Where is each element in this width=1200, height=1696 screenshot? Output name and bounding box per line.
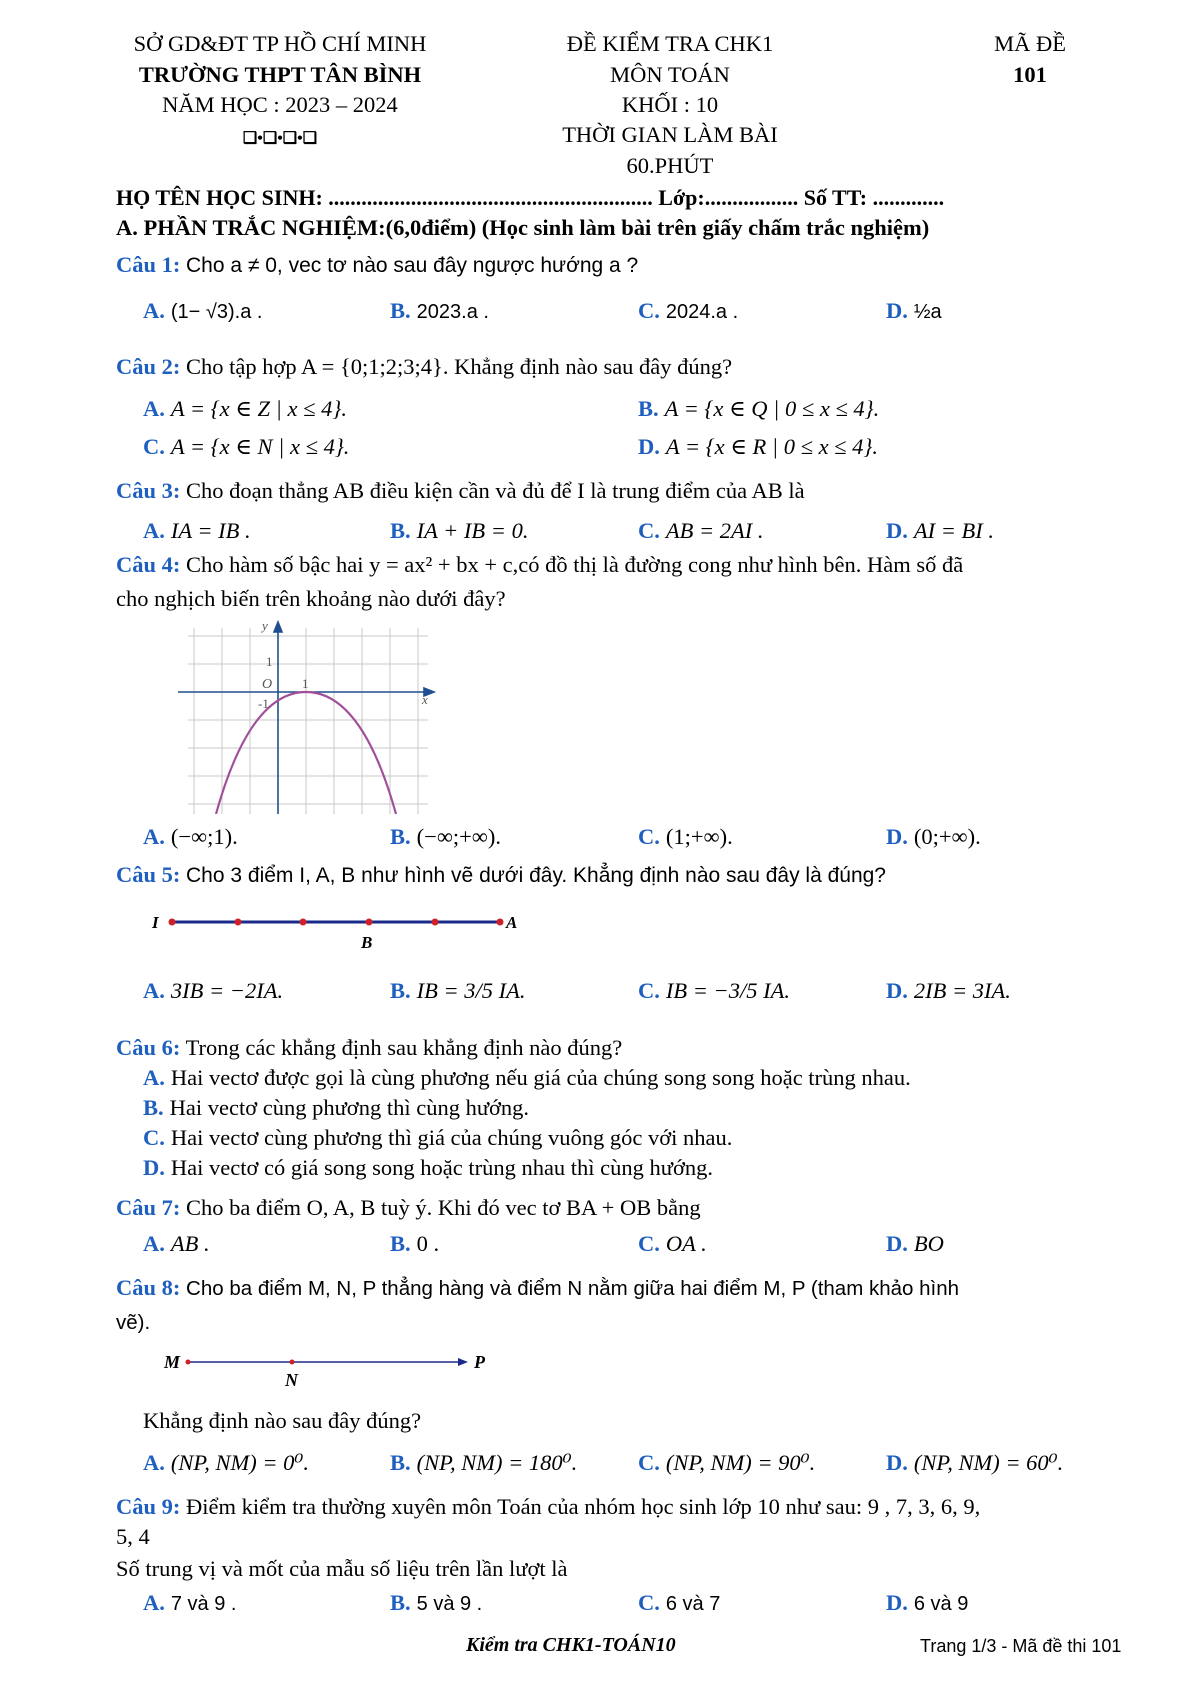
axis-x-label: x <box>422 692 428 707</box>
q4-option-d: D. (0;+∞). <box>886 824 981 849</box>
question-5: Câu 5: Cho 3 điểm I, A, B như hình vẽ dưới đây. Khẳng định nào sau đây là đúng? <box>116 862 886 887</box>
origin-label: O <box>262 677 273 692</box>
q9-option-a: A. 7 và 9 . <box>143 1590 237 1615</box>
tick-y-1: 1 <box>266 654 273 669</box>
q6-option-a: A. Hai vectơ được gọi là cùng phương nếu giá của chúng song song hoặc trùng nhau. <box>143 1065 911 1090</box>
q7-option-d: D. BO <box>886 1231 944 1256</box>
q4-option-c: C. (1;+∞). <box>638 824 733 849</box>
student-info-line: HỌ TÊN HỌC SINH: ........................................................... Lớp:................. Số TT: ............. <box>116 185 945 210</box>
q6-option-b: B. Hai vectơ cùng phương thì cùng hướng. <box>143 1095 530 1120</box>
q2-option-c: C. A = {x ∈ N | x ≤ 4}. <box>143 434 350 459</box>
q4-option-b: B. (−∞;+∞). <box>390 824 501 849</box>
q4-option-a: A. (−∞;1). <box>143 824 238 849</box>
axis-y-label: y <box>262 618 268 633</box>
exam-subject: MÔN TOÁN <box>610 62 730 87</box>
school-department: SỞ GD&ĐT TP HỒ CHÍ MINH <box>133 31 427 56</box>
q2-option-a: A. A = {x ∈ Z | x ≤ 4}. <box>143 396 347 421</box>
q2-option-b: B. A = {x ∈ Q | 0 ≤ x ≤ 4}. <box>638 396 880 421</box>
question-4-line2: cho nghịch biến trên khoảng nào dưới đây? <box>116 586 506 611</box>
question-8-line2: vẽ). <box>116 1311 151 1334</box>
school-year: NĂM HỌC : 2023 – 2024 <box>162 92 398 117</box>
q9-option-d: D. 6 và 9 <box>886 1590 969 1615</box>
q1-option-c: C. 2024.a . <box>638 298 739 323</box>
question-8-line3: Khẳng định nào sau đây đúng? <box>143 1408 422 1433</box>
exam-time-label: THỜI GIAN LÀM BÀI <box>562 122 778 147</box>
exam-title: ĐỀ KIỂM TRA CHK1 <box>566 31 774 56</box>
q7-option-c: C. OA . <box>638 1231 707 1256</box>
header-ornament: ❑•❑•❑•❑ <box>242 130 318 147</box>
q3-option-a: A. IA = IB . <box>143 518 251 543</box>
q2-option-d: D. A = {x ∈ R | 0 ≤ x ≤ 4}. <box>638 434 879 459</box>
footer-page: Trang 1/3 - Mã đề thi 101 <box>920 1636 1122 1656</box>
tick-x-1: 1 <box>302 676 309 691</box>
q8-option-a: A. (NP, NM) = 0⁰. <box>143 1450 310 1475</box>
point-p-label: P <box>474 1352 485 1372</box>
exam-grade: KHỐI : 10 <box>621 92 719 117</box>
q6-option-d: D. Hai vectơ có giá song song hoặc trùng nhau thì cùng hướng. <box>143 1155 714 1180</box>
q9-option-b: B. 5 và 9 . <box>390 1590 483 1615</box>
q5-option-a: A. 3IB = −2IA. <box>143 978 284 1003</box>
question-text: Cho a ≠ 0, vec tơ nào sau đây ngược hướng a ? <box>186 254 639 277</box>
parabola-graph <box>178 618 440 814</box>
question-1 <box>116 252 638 278</box>
exam-code: 101 <box>1013 62 1047 87</box>
section-a-title: A. PHẦN TRẮC NGHIỆM:(6,0điểm) (Học sinh làm bài trên giấy chấm trắc nghiệm) <box>116 215 930 240</box>
exam-code-label: MÃ ĐỀ <box>994 31 1066 56</box>
tick-y-minus-1: -1 <box>258 696 269 711</box>
question-2: Câu 2: Cho tập hợp A = {0;1;2;3;4}. Khẳng định nào sau đây đúng? <box>116 354 733 379</box>
q3-option-b: B. IA + IB = 0. <box>390 518 529 543</box>
question-9: Câu 9: Điểm kiểm tra thường xuyên môn Toán của nhóm học sinh lớp 10 như sau: 9 , 7, 3, 6, 9, <box>116 1494 981 1519</box>
question-4: Câu 4: Cho hàm số bậc hai y = ax² + bx + c,có đồ thị là đường cong như hình bên. Hàm số đã <box>116 552 964 577</box>
q7-option-b: B. 0 . <box>390 1231 440 1256</box>
question-8: Câu 8: Cho ba điểm M, N, P thẳng hàng và điểm N nằm giữa hai điểm M, P (tham khảo hình <box>116 1275 960 1300</box>
question-9-line2: 5, 4 <box>116 1524 150 1549</box>
q1-option-b: B. 2023.a . <box>390 298 489 323</box>
q5-option-d: D. 2IB = 3IA. <box>886 978 1011 1003</box>
q6-option-c: C. Hai vectơ cùng phương thì giá của chúng vuông góc với nhau. <box>143 1125 733 1150</box>
question-7: Câu 7: Cho ba điểm O, A, B tuỳ ý. Khi đó vec tơ BA + OB bằng <box>116 1195 701 1220</box>
point-m-label: M <box>164 1352 181 1372</box>
school-name: TRƯỜNG THPT TÂN BÌNH <box>138 62 422 87</box>
q8-option-b: B. (NP, NM) = 180⁰. <box>390 1450 578 1475</box>
q7-option-a: A. AB . <box>143 1231 210 1256</box>
point-a-label: A <box>506 913 518 932</box>
question-6: Câu 6: Trong các khẳng định sau khẳng định nào đúng? <box>116 1035 623 1060</box>
points-figure <box>148 905 528 955</box>
q5-option-b: B. IB = 3/5 IA. <box>390 978 526 1003</box>
line-mnp-figure <box>160 1348 500 1390</box>
q9-option-c: C. 6 và 7 <box>638 1590 721 1615</box>
q5-option-c: C. IB = −3/5 IA. <box>638 978 790 1003</box>
question-3: Câu 3: Cho đoạn thẳng AB điều kiện cần và đủ để I là trung điểm của AB là <box>116 478 805 503</box>
q1-option-d: D. ½a <box>886 298 942 323</box>
footer-title: Kiểm tra CHK1-TOÁN10 <box>466 1634 676 1656</box>
q8-option-d: D. (NP, NM) = 60⁰. <box>886 1450 1064 1475</box>
q3-option-c: C. AB = 2AI . <box>638 518 764 543</box>
question-9-line3: Số trung vị và mốt của mẫu số liệu trên lần lượt là <box>116 1556 568 1581</box>
q8-option-c: C. (NP, NM) = 90⁰. <box>638 1450 816 1475</box>
point-i-label: I <box>152 913 159 932</box>
question-label: Câu 1: <box>116 252 181 277</box>
point-b-label: B <box>361 933 373 952</box>
q3-option-d: D. AI = BI . <box>886 518 995 543</box>
point-n-label: N <box>285 1370 298 1390</box>
q1-option-a: A. (1− √3).a . <box>143 298 263 323</box>
exam-time-value: 60.PHÚT <box>626 153 714 178</box>
